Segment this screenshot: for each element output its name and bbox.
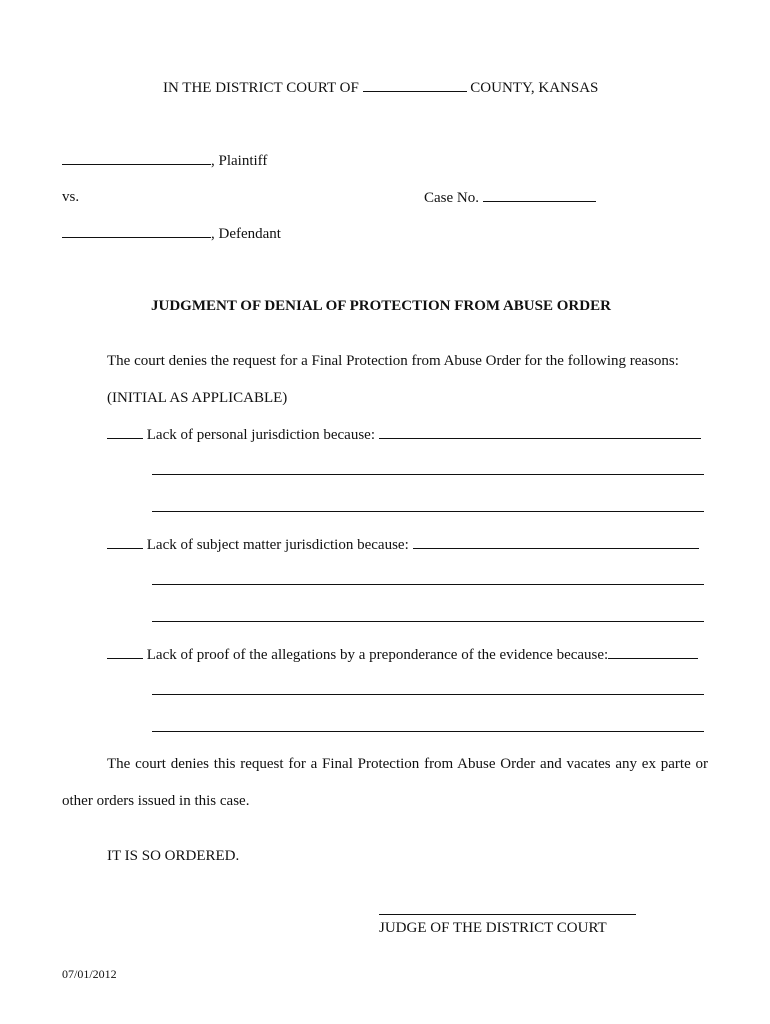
form-date: 07/01/2012 [62, 967, 117, 981]
initial-field[interactable] [107, 425, 143, 439]
plaintiff-label: , Plaintiff [211, 153, 268, 169]
reason-explanation-line[interactable] [152, 731, 704, 732]
reason-explanation-line[interactable] [152, 694, 704, 695]
court-caption [163, 78, 598, 97]
reason-explanation-field[interactable] [379, 425, 701, 439]
reason-explanation-field[interactable] [413, 535, 699, 549]
reason-personal-jurisdiction [107, 425, 701, 444]
so-ordered-statement: IT IS SO ORDERED. [107, 848, 240, 864]
judge-signature-line[interactable] [379, 914, 636, 915]
reason-subject-matter-jurisdiction [107, 535, 699, 554]
reason-label: Lack of subject matter jurisdiction because: [146, 537, 409, 553]
judge-signature-label: JUDGE OF THE DISTRICT COURT [379, 920, 607, 936]
court-caption-suffix: COUNTY, KANSAS [470, 80, 599, 96]
case-number-label: Case No. [424, 190, 479, 206]
county-name-field[interactable] [363, 78, 467, 92]
intro-paragraph: The court denies the request for a Final Protection from Abuse Order for the following reasons: [107, 353, 679, 369]
case-number-line [424, 188, 596, 207]
case-number-field[interactable] [483, 188, 596, 202]
defendant-line [62, 224, 281, 243]
defendant-name-field[interactable] [62, 224, 211, 238]
initial-note: (INITIAL AS APPLICABLE) [107, 390, 288, 406]
reason-lack-of-proof [107, 645, 698, 664]
reason-explanation-line[interactable] [152, 584, 704, 585]
plaintiff-name-field[interactable] [62, 151, 211, 165]
reason-explanation-line[interactable] [152, 621, 704, 622]
vs-label: vs. [62, 189, 80, 205]
court-caption-prefix: IN THE DISTRICT COURT OF [163, 80, 359, 96]
reason-label: Lack of proof of the allegations by a preponderance of the evidence because: [146, 647, 609, 663]
plaintiff-line [62, 151, 267, 170]
reason-explanation-field[interactable] [608, 645, 698, 659]
defendant-label: , Defendant [211, 226, 281, 242]
denial-paragraph-line-1: The court denies this request for a Final Protection from Abuse Order and vacates any ex parte or [107, 756, 708, 772]
reason-explanation-line[interactable] [152, 511, 704, 512]
reason-explanation-line[interactable] [152, 474, 704, 475]
reason-label: Lack of personal jurisdiction because: [146, 427, 376, 443]
document-title: JUDGMENT OF DENIAL OF PROTECTION FROM ABUSE ORDER [151, 298, 611, 314]
denial-paragraph-line-2: other orders issued in this case. [62, 793, 250, 809]
initial-field[interactable] [107, 645, 143, 659]
initial-field[interactable] [107, 535, 143, 549]
